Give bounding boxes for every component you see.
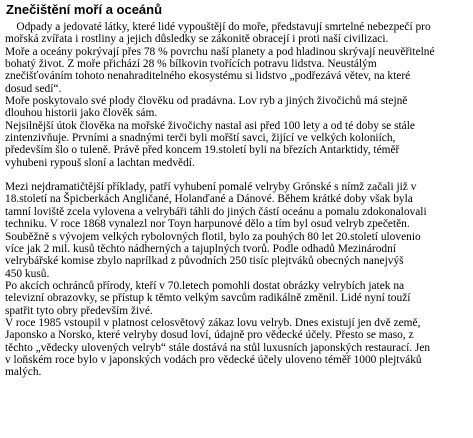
paragraph-whaling-ban xyxy=(5,317,467,379)
text-line: Souběžně s vývojem velkých rybolovných flotil, bylo za pouhých 80 let 20.století ulovenio xyxy=(5,230,421,243)
text-line: 18.století na Špicberkách Angličané, Holanďané a Dánové. Během krátké doby však byla xyxy=(5,193,413,206)
paragraph-conservation xyxy=(5,280,467,317)
text-line: Nejsilnější útok člověka na mořské živočichy nastal asi před 100 lety a od té doby se stále xyxy=(5,119,415,132)
paragraph-whaling xyxy=(5,181,467,280)
text-line: bohatý život. Z moře přichází 28 % bílkovin tvořících potravu lidstva. Neustálým xyxy=(5,58,377,71)
text-line: velrybářské komise zbylo naprílkad z původních 250 tisíc plejtváků obecných nanejvýš xyxy=(5,255,404,268)
text-line: televizní obrazovky, se přístup k těmto velkým savcům radikálně změnil. Lidé nyní touží xyxy=(5,292,411,305)
text-line: spatřit tyto obry především živé. xyxy=(5,304,153,317)
paragraph-history xyxy=(5,95,467,120)
document-title: Znečištění moří a oceánů xyxy=(6,2,163,17)
text-line: Moře a oceány pokrývají přes 78 % povrchu naší planety a pod hladinou skrývají neuvěřitelné xyxy=(5,45,435,58)
text-line: více jak 2 mil. kusů těchto nádherných a tajuplných tvorů. Podle odhadů Mezinárodní xyxy=(5,242,396,255)
paragraph-marine-mammals xyxy=(5,120,467,169)
text-line: Odpady a jedovaté látky, které lidé vypouštějí do moře, představují smrtelné nebezpečí pro xyxy=(5,21,431,33)
paragraph-gap xyxy=(5,169,467,181)
text-line: malých. xyxy=(5,366,42,379)
text-line: Po akcích ochránců přírody, kteří v 70.letech pomohli dostat obrázky velrybích jatek na xyxy=(5,279,405,292)
text-line: Japonsko a Norsko, které velryby dosud loví, údajně pro vědecké účely. Přesto se maso, z xyxy=(5,329,414,342)
text-line: znečišťováním tohoto nenahraditelného ekosystému si lidstvo „podřezává větev, na které xyxy=(5,70,411,83)
text-line: zintenzivňuje. Prvními a snadnými terči byli mořští savci, žijící ve velkých koloniích, xyxy=(5,132,396,145)
text-line: dlouhou historii jako člověk sám. xyxy=(5,107,158,120)
text-line: v loňském roce bylo v japonských vodách pro vědecké účely uloveno téměř 1000 plejtváků xyxy=(5,353,422,366)
text-line: těchto „vědecky ulovených velryb“ stále dostává na stůl luxusních japonských restaurací. Jen xyxy=(5,341,431,354)
paragraph-intro xyxy=(5,21,467,95)
text-line: Moře poskytovalo své plody člověku od pradávna. Lov ryb a jiných živočichů má stejně xyxy=(5,95,408,108)
text-line: V roce 1985 vstoupil v platnost celosvětový zákaz lovu velryb. Dnes existují jen dvě země, xyxy=(5,316,421,329)
document-page xyxy=(5,2,467,379)
text-line: především šlo o tuleně. Právě před koncem 19.století byli na březích Antarktidy, téměř xyxy=(5,144,400,157)
text-line: vyhubeni rypouš sloní a lachtan medvědí. xyxy=(5,156,195,169)
text-line: 450 kusů. xyxy=(5,267,50,280)
text-line: mořská zvířata i rostliny a jejich důsledky se zákonitě obracejí i proti naší civilizaci. xyxy=(5,33,389,46)
text-line: techniku. V roce 1868 vynalezl nor Toyn harpunové dělo a tím byl osud velryb zpečetěn. xyxy=(5,218,410,231)
text-line: dosud sedí“. xyxy=(5,82,62,95)
text-line: tamní loviště zcela vylovena a velrybáři táhli do jiných částí oceánu a pomalu zdokonalovali xyxy=(5,205,427,218)
text-line: Mezi nejdramatičtější příklady, patří vyhubení pomalé velryby Grónské s nímž začali již v xyxy=(5,181,417,194)
